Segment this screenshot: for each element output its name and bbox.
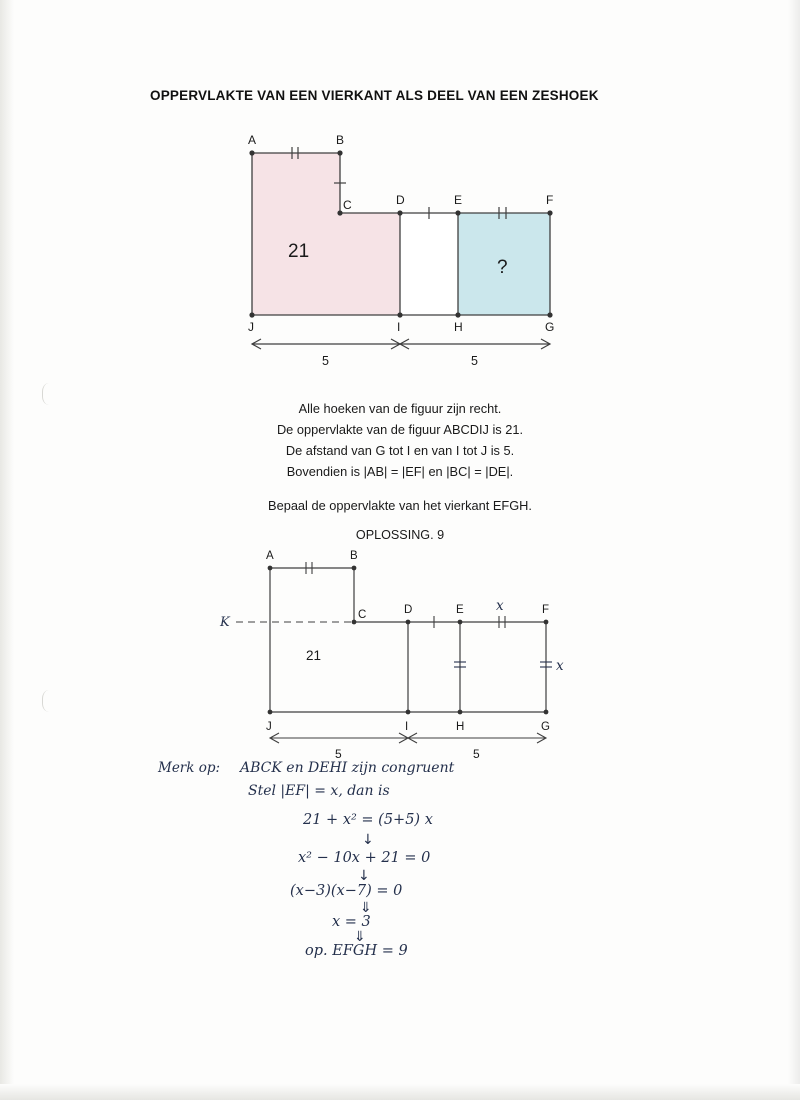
figure-solution [220,550,568,765]
label-D: D [396,193,405,207]
solution-note-prefix: Merk op: [158,760,221,776]
solution-heading: OPLOSSING. 9 [355,528,445,542]
figure2-x-right: x [556,658,564,674]
vertex-J [249,312,254,317]
vertex-F [547,210,552,215]
figure2-vertex-C [352,620,357,625]
solution-equation-1: 21 + x² = (5+5) x [303,812,433,828]
vertex-C [337,210,342,215]
vertex-A [249,150,254,155]
figure2-vertex-F [544,620,549,625]
statement-line-1: Alle hoeken van de figuur zijn recht. [298,401,502,416]
label-B: B [336,133,345,147]
figure2-vertex-I [406,710,411,715]
figure2-vertex-D [406,620,411,625]
label-E: E [454,193,463,207]
figure2-vertex-H [458,710,463,715]
label-C: C [343,198,352,212]
figure2-dim-left-label: 5 [335,747,342,761]
solution-equation-2: x² − 10x + 21 = 0 [298,850,431,866]
region-abcdij-fill [252,153,400,315]
solution-equation-3: (x−3)(x−7) = 0 [290,883,403,899]
label-J: J [248,320,254,334]
figure2-vertex-E [458,620,463,625]
figure2-label-F: F [542,604,550,616]
label-H: H [454,320,463,334]
page-title: OPPERVLAKTE VAN EEN VIERKANT ALS DEEL VAN EEN ZESHOEK [150,88,599,103]
figure2-dim-right-label: 5 [473,747,480,761]
problem-question: Bepaal de oppervlakte van het vierkant EFGH. [268,498,532,513]
figure2-label-A: A [266,550,274,562]
solution-note-line-1: ABCK en DEHI zijn congruent [240,760,455,776]
label-F: F [546,193,554,207]
figure2-vertex-J [268,710,273,715]
figure2-label-D: D [404,604,413,616]
figure-problem [230,135,570,370]
scan-edge-left [0,0,14,1100]
solution-arrow-4: ⇓ [354,929,366,945]
area-label-21: 21 [288,241,310,262]
figure2-label-I: I [405,721,409,733]
vertex-B [337,150,342,155]
dim-right-label: 5 [471,354,478,368]
figure2-label-G: G [541,721,550,733]
figure2-label-J: J [266,721,272,733]
solution-arrow-3: ⇓ [360,900,372,916]
label-A: A [248,133,257,147]
unknown-label: ? [497,257,508,278]
vertex-H [455,312,460,317]
solution-arrow-2: ↓ [358,868,370,884]
label-I: I [397,320,401,334]
problem-statement [0,398,800,482]
figure2-vertex-A [268,566,273,571]
label-G: G [545,320,555,334]
solution-note-line-2: Stel |EF| = x, dan is [248,783,390,799]
statement-line-3: De afstand van G tot I en van I tot J is 5. [285,443,515,458]
solution-equation-5: op. EFGH = 9 [305,943,408,959]
figure2-vertex-G [544,710,549,715]
dim-left-label: 5 [322,354,329,368]
vertex-D [397,210,402,215]
solution-arrow-1: ↓ [362,832,374,848]
statement-line-2: De oppervlakte van de figuur ABCDIJ is 21. [276,422,524,437]
figure2-label-H: H [456,721,465,733]
figure2-x-top: x [496,598,504,614]
figure2-label-K: K [220,615,230,630]
statement-line-4: Bovendien is |AB| = |EF| en |BC| = |DE|. [286,464,514,479]
figure2-label-B: B [350,550,358,562]
solution-equation-4: x = 3 [332,914,371,930]
hole-punch-mark [42,690,59,712]
region-dehi-fill [400,213,458,315]
vertex-G [547,312,552,317]
scan-edge-bottom [0,1084,800,1100]
figure2-area-label: 21 [306,648,322,663]
vertex-E [455,210,460,215]
figure2-label-C: C [358,609,367,621]
figure2-label-E: E [456,604,464,616]
scan-edge-right [788,0,800,1100]
figure2-vertex-B [352,566,357,571]
vertex-I [397,312,402,317]
